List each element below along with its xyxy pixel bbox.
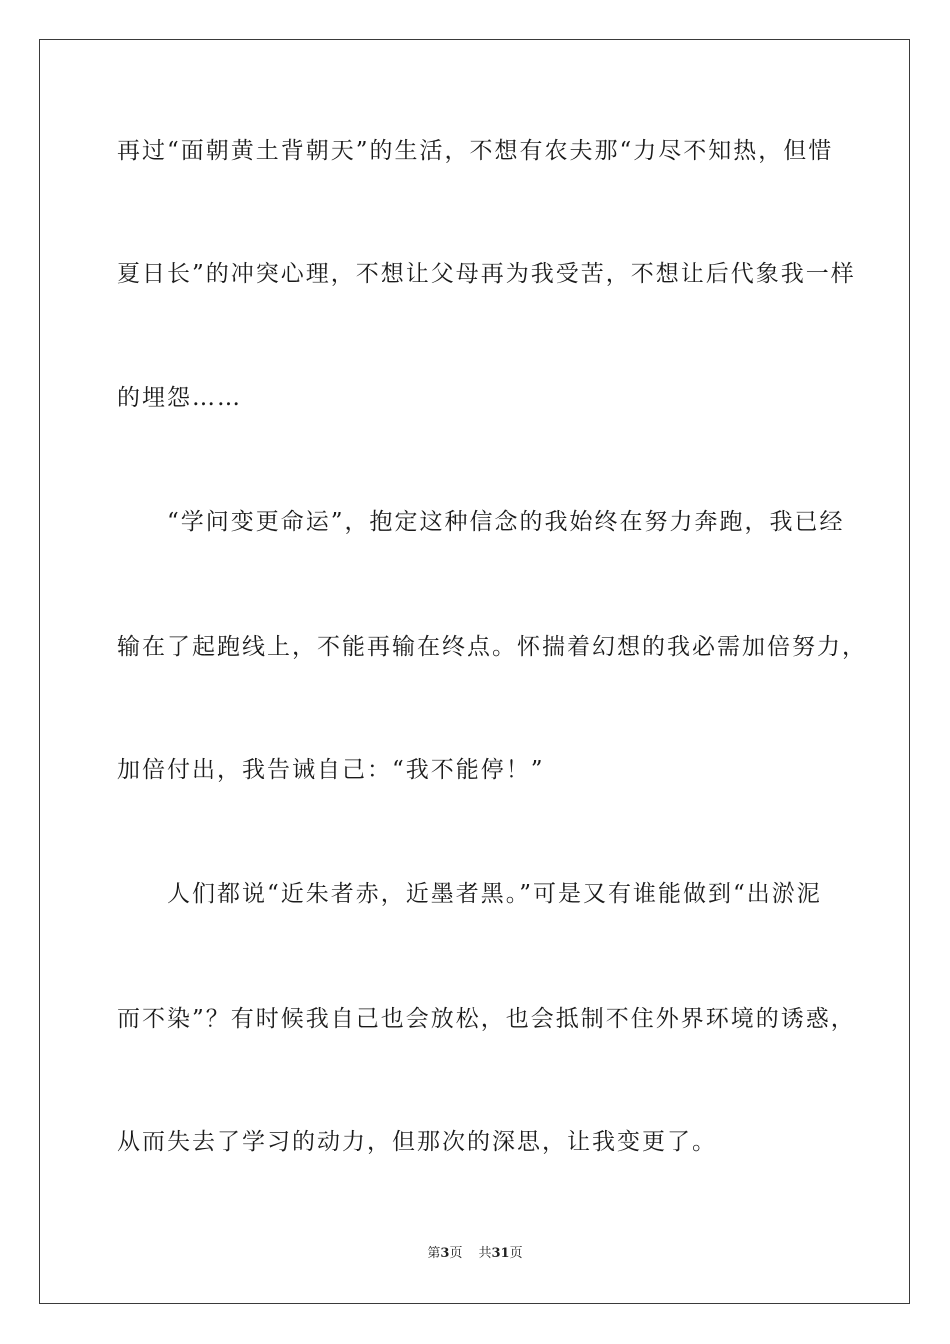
text-line: 夏日长”的冲突心理，不想让父母再为我受苦，不想让后代象我一样 (117, 261, 856, 287)
text-line: 再过“面朝黄土背朝天”的生活，不想有农夫那“力尽不知热，但惜 (117, 138, 834, 164)
page-suffix: 页 (449, 1246, 463, 1261)
text-line: 的埋怨…… (117, 385, 242, 411)
total-suffix: 页 (509, 1246, 523, 1261)
text-line: 输在了起跑线上，不能再输在终点。怀揣着幻想的我必需加倍努力， (117, 634, 867, 660)
page-prefix: 第 (427, 1246, 441, 1261)
total-pages: 31 (491, 1246, 510, 1261)
page-footer (0, 1246, 950, 1262)
text-line: 从而失去了学习的动力，但那次的深思，让我变更了。 (117, 1129, 717, 1155)
page-number: 3 (440, 1246, 450, 1261)
text-line: 人们都说“近朱者赤，近墨者黑。”可是又有谁能做到“出淤泥 (117, 881, 822, 907)
page-border (39, 39, 910, 1304)
text-line: 加倍付出，我告诫自己：“我不能停！” (117, 757, 545, 783)
text-line: “学问变更命运”，抱定这种信念的我始终在努力奔跑，我已经 (117, 509, 845, 535)
text-line: 而不染”？有时候我自己也会放松，也会抵制不住外界环境的诱惑， (117, 1006, 856, 1032)
total-prefix: 共 (478, 1246, 492, 1261)
